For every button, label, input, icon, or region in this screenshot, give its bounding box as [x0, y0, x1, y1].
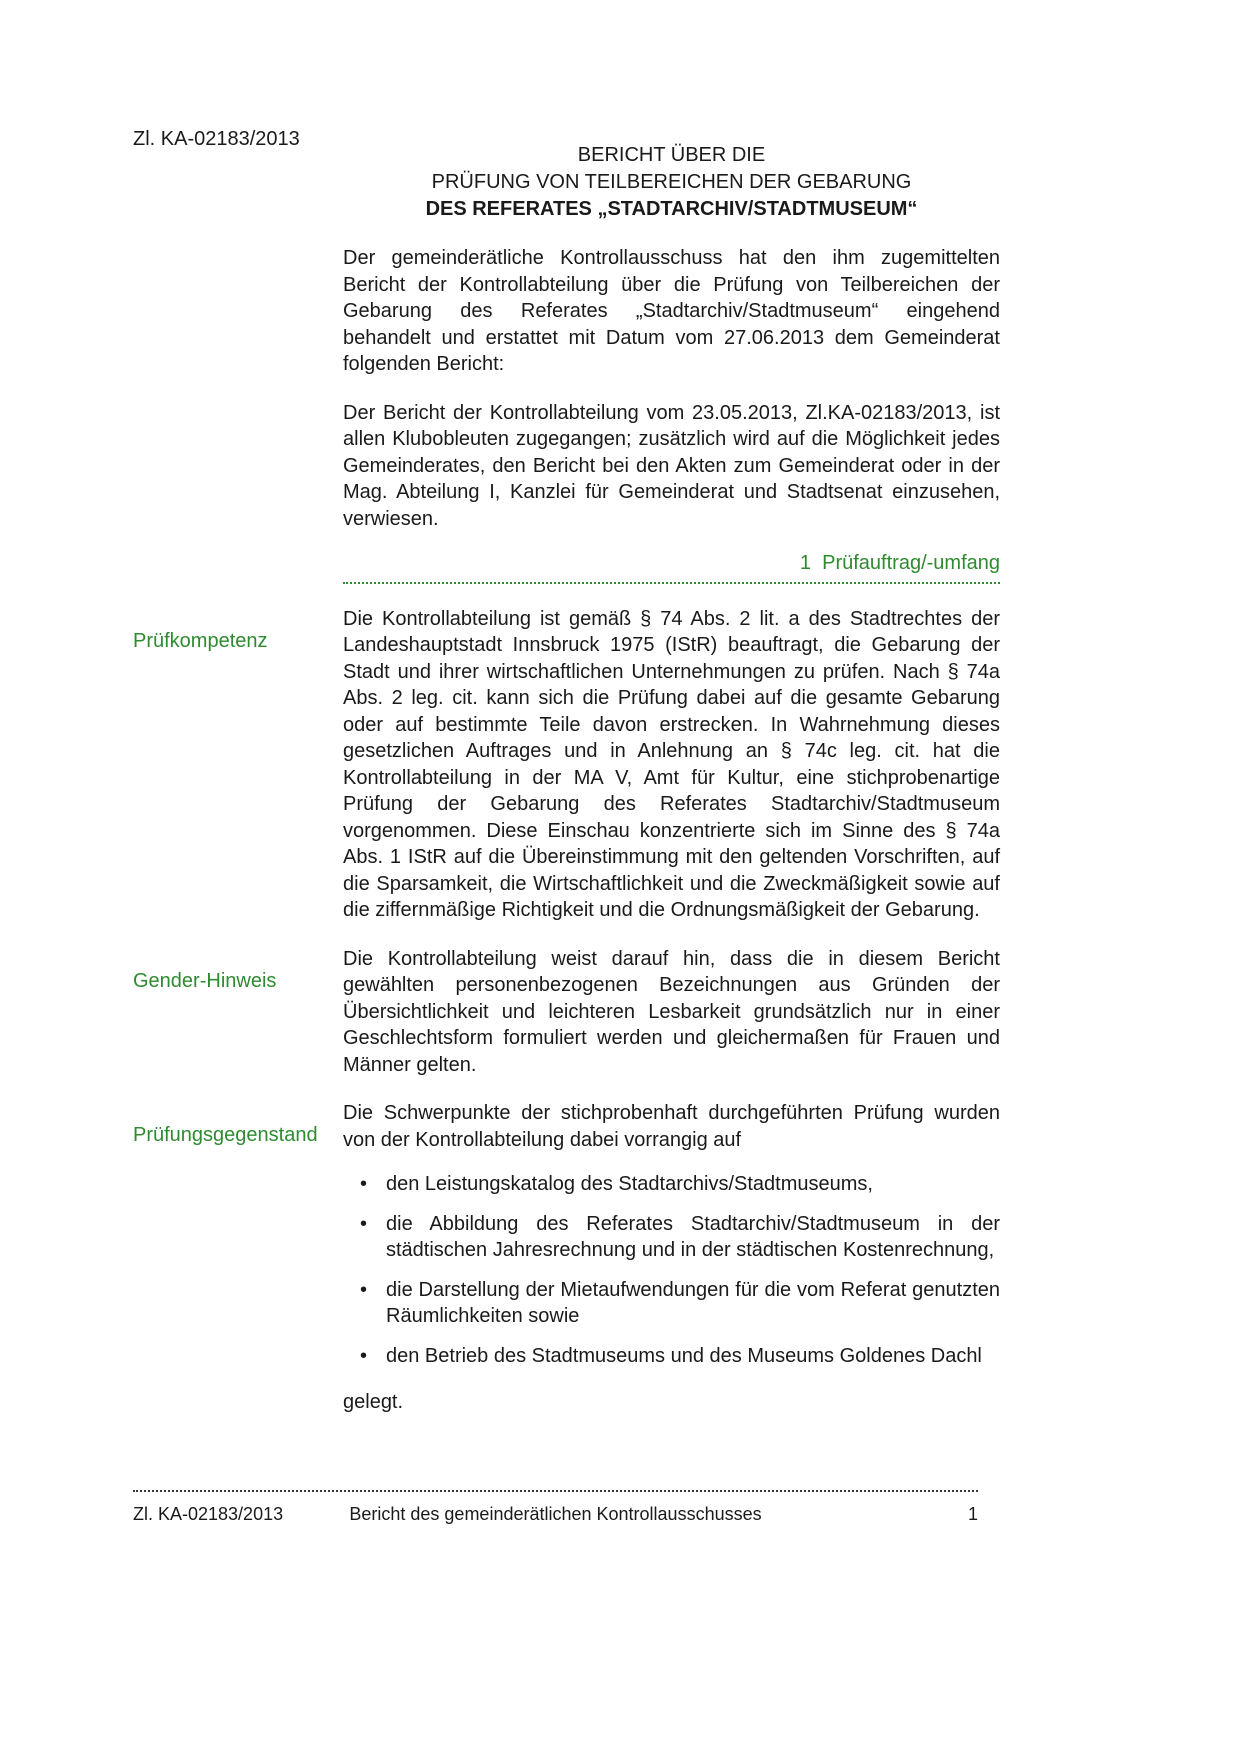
footer-ref-number: Zl. KA-02183/2013 — [133, 1504, 284, 1524]
bullet-icon: • — [360, 1278, 368, 1301]
list-item — [343, 1277, 1000, 1330]
intro-paragraph-2: Der Bericht der Kontrollabteilung vom 23.05.2013, Zl.KA-02183/2013, ist allen Klubobleuten zugegangen; zusätzlich wird auf die Möglichkeit jedes Gemeinderates, den Bericht bei den Akten zum Gemeinderat oder in der Mag. Abteilung I, Kanzlei für Gemeinderat und Stadtsenat einzusehen, verwiesen. — [343, 401, 1000, 530]
list-item — [343, 1211, 1000, 1264]
bullet-text-4: den Betrieb des Stadtmuseums und des Museums Goldenes Dachl — [386, 1344, 982, 1367]
bullet-icon: • — [360, 1344, 368, 1367]
intro-paragraph-1: Der gemeinderätliche Kontrollausschuss hat den ihm zugemittelten Bericht der Kontrollabteilung über die Prüfung von Teilbereichen der Gebarung des Referates „Stadtarchiv/Stadtmuseum“ eingehend behandelt und erstattet mit Datum vom 27.06.2013 dem Gemeinderat folgenden Bericht: — [343, 247, 1000, 375]
document-ref-number: Zl. KA-02183/2013 — [133, 128, 300, 150]
section-pruefungsgegenstand-text: Die Schwerpunkte der stichprobenhaft durchgeführten Prüfung wurden von der Kontrollabteilung dabei vorrangig auf — [343, 1102, 1000, 1151]
bullet-icon: • — [360, 1173, 368, 1195]
bullet-text-2: die Abbildung des Referates Stadtarchiv/Stadtmuseum in der städtischen Jahresrechnung und in der städtischen Kostenrechnung, — [386, 1212, 1000, 1261]
bullet-list — [343, 1171, 1000, 1369]
document-content — [133, 126, 1000, 1436]
bullet-text-1: den Leistungskatalog des Stadtarchivs/Stadtmuseums, — [386, 1173, 873, 1195]
footer-page-number: 1 — [967, 1504, 978, 1524]
list-item — [343, 1171, 1000, 1198]
side-label-gender-hinweis: Gender-Hinweis — [133, 969, 277, 992]
list-item — [343, 1343, 1000, 1370]
title-line-3: DES REFERATES „STADTARCHIV/STADTMUSEUM“ — [425, 198, 918, 220]
bullet-icon: • — [360, 1212, 368, 1235]
section-gender-hinweis-text: Die Kontrollabteilung weist darauf hin, dass die in diesem Bericht gewählten personenbezogenen Bezeichnungen aus Gründen der Übersichtlichkeit und leichteren Lesbarkeit grundsätzlich nur in einer Geschlechtsform formuliert werden und gleichermaßen für Frauen und Männer gelten. — [343, 947, 1000, 1076]
footer-document-title: Bericht des gemeinderätlichen Kontrollausschusses — [349, 1504, 762, 1524]
side-label-pruefkompetenz: Prüfkompetenz — [133, 629, 268, 652]
section-pruefungsgegenstand — [133, 1100, 1000, 1153]
side-label-pruefungsgegenstand: Prüfungsgegenstand — [133, 1124, 318, 1146]
bullet-text-3: die Darstellung der Mietaufwendungen für die vom Referat genutzten Räumlichkeiten sowie — [386, 1278, 1000, 1327]
section-pruefkompetenz — [133, 606, 1000, 924]
section-heading-pruefauftrag — [343, 550, 1000, 584]
section-heading-label: 1 Prüfauftrag/-umfang — [799, 552, 1000, 574]
closing-word: gelegt. — [343, 1391, 404, 1413]
section-gender-hinweis — [133, 946, 1000, 1079]
title-line-2: PRÜFUNG VON TEILBEREICHEN DER GEBARUNG — [431, 171, 912, 193]
section-pruefkompetenz-text: Die Kontrollabteilung ist gemäß § 74 Abs. 2 lit. a des Stadtrechtes der Landeshauptstadt Innsbruck 1975 (IStR) beauftragt, die Gebarung der Stadt und ihrer wirtschaftlichen Unternehmungen zu prüfen. Nach § 74a Abs. 2 leg. cit. kann sich die Prüfung dabei auf die gesamte Gebarung oder auf bestimmte Teile davon erstrecken. In Wahrnehmung dieses gesetzlichen Auftrages und in Anlehnung an § 74c leg. cit. hat die Kontrollabteilung in der MA V, Amt für Kultur, eine stichprobenartige Prüfung der Gebarung des Referates Stadtarchiv/Stadtmuseum vorgenommen. Diese Einschau konzentrierte sich im Sinne des § 74a Abs. 1 IStR auf die Übereinstimmung mit den geltenden Vorschriften, auf die Sparsamkeit, die Wirtschaftlichkeit und die Zweckmäßigkeit sowie auf die ziffernmäßige Richtigkeit und die Ordnungsmäßigkeit der Gebarung. — [343, 607, 1000, 921]
document-title — [343, 142, 1000, 223]
page-footer — [133, 1490, 978, 1528]
title-line-1: BERICHT ÜBER DIE — [577, 144, 766, 166]
